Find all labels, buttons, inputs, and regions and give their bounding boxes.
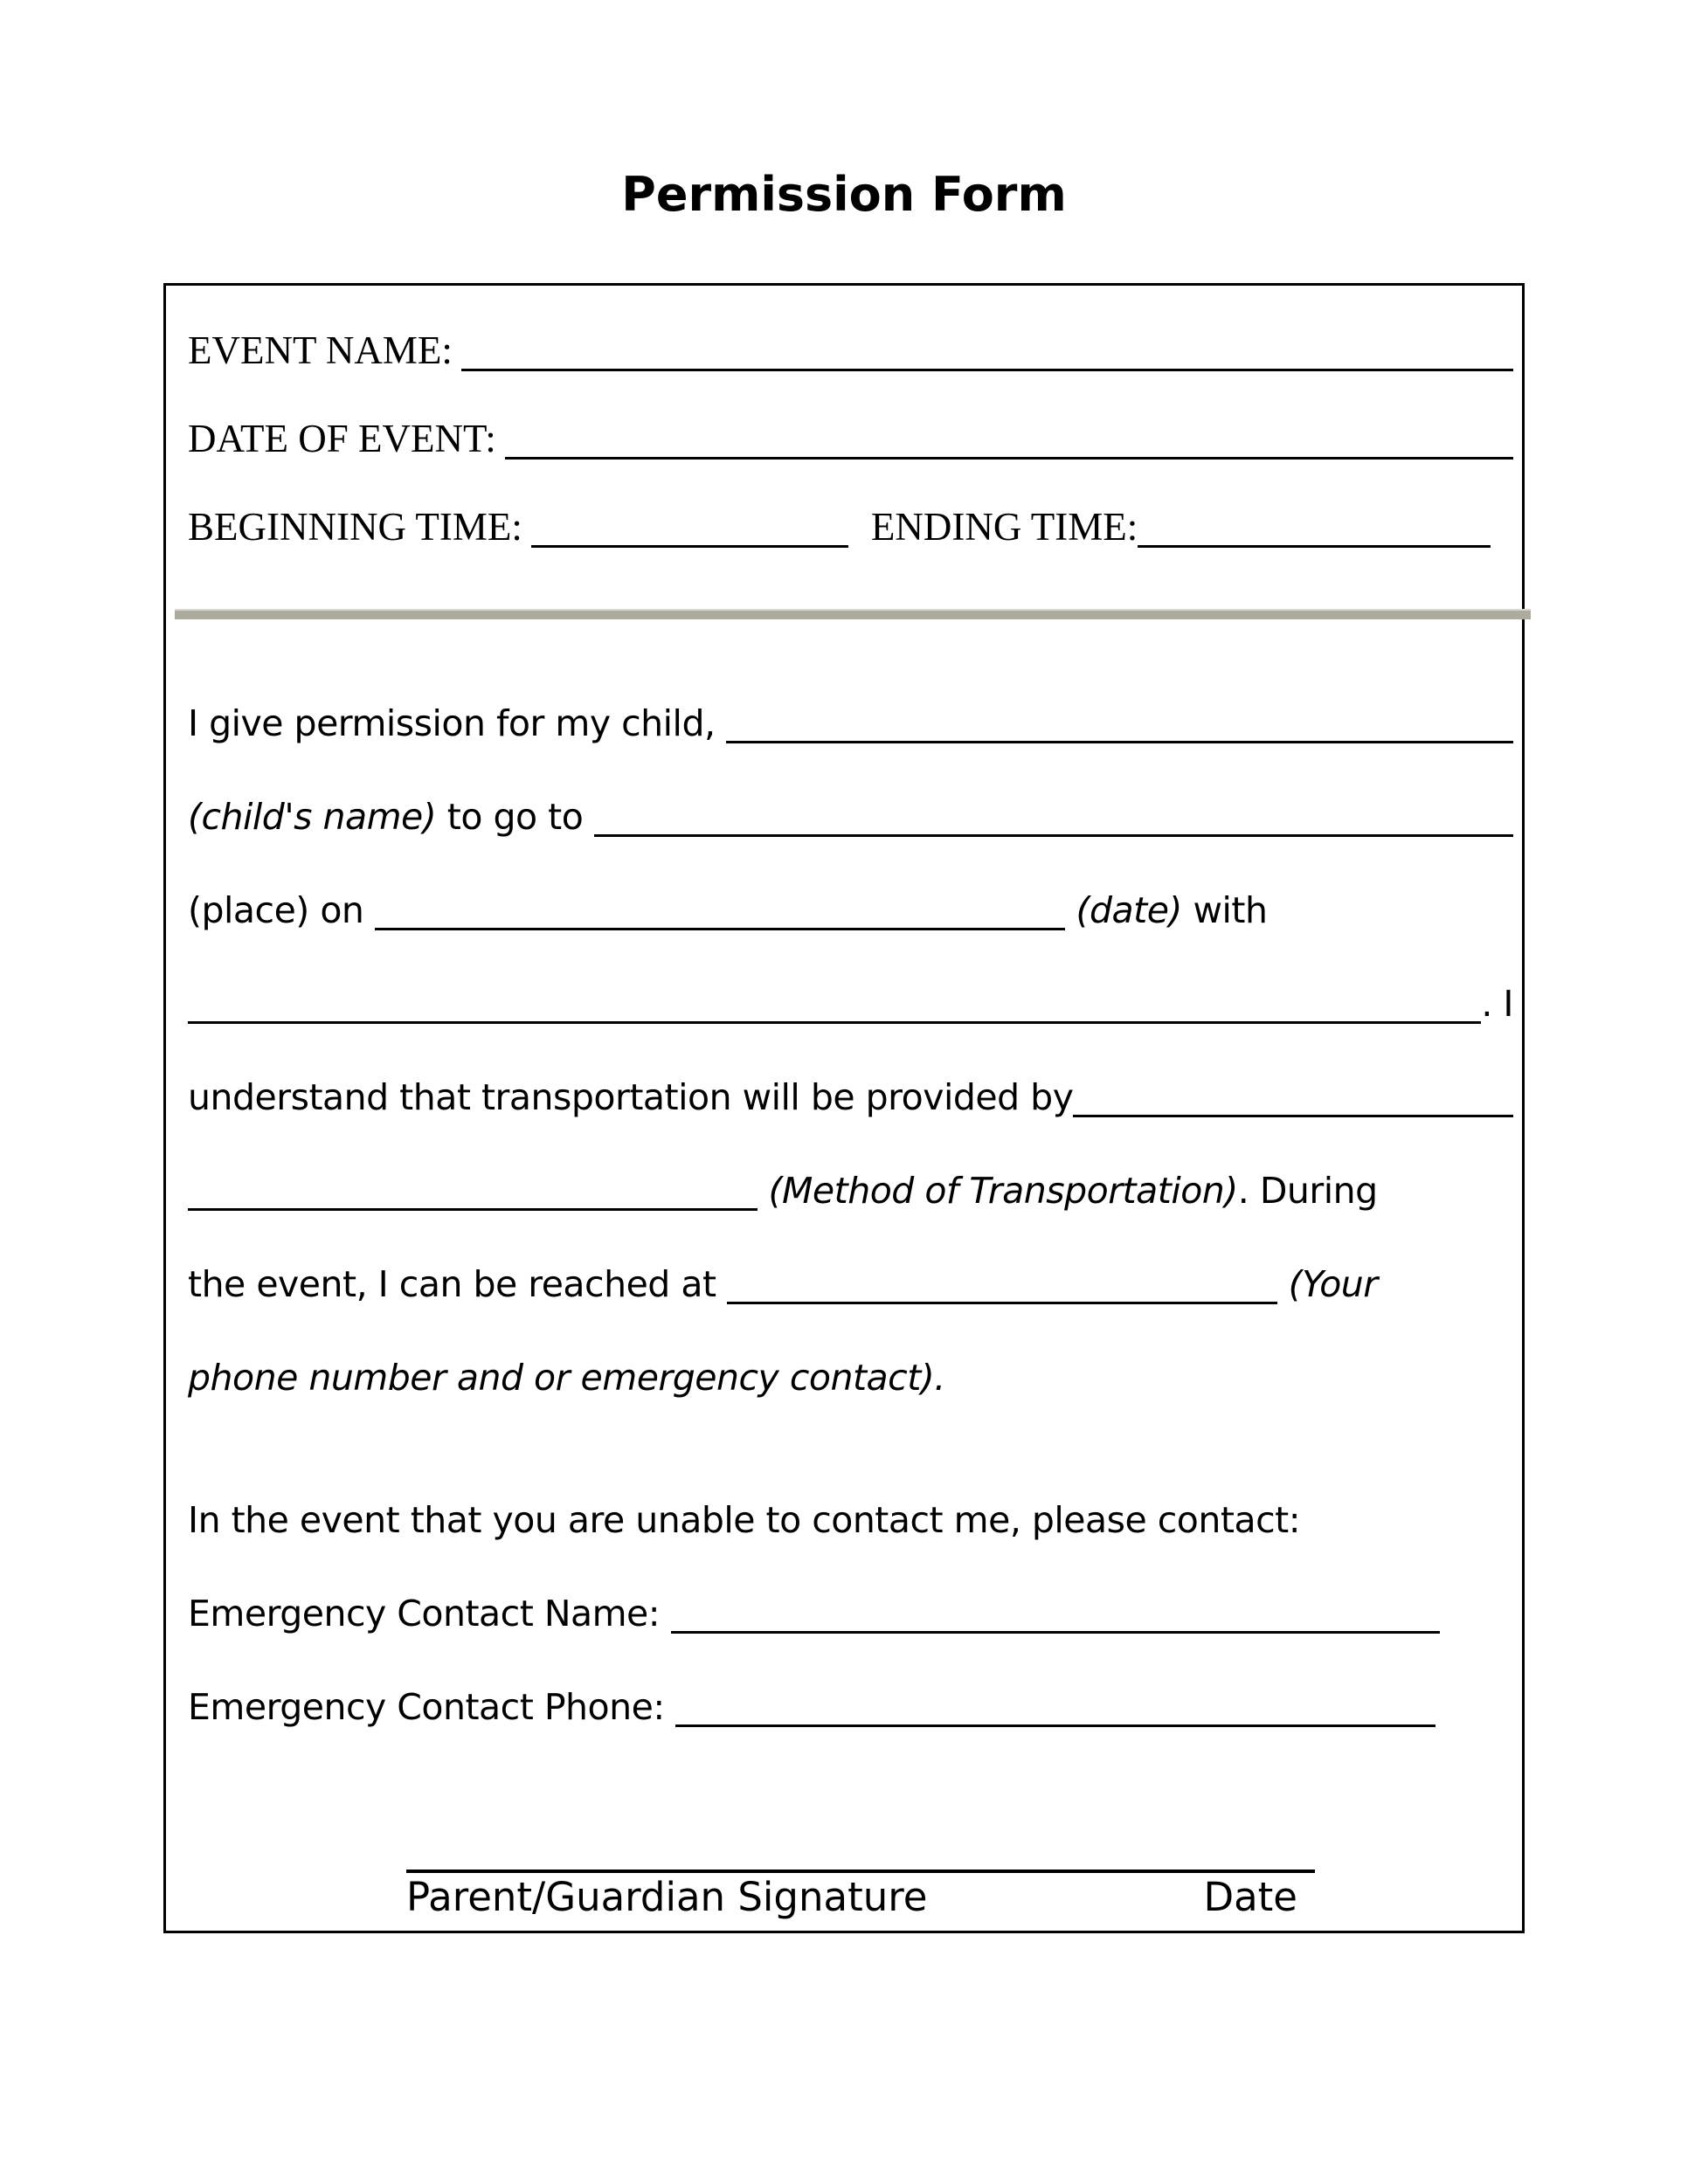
paragraph-line [188, 702, 1513, 796]
statement-text: . During [1237, 1170, 1378, 1212]
date-of-event-blank [505, 457, 1513, 460]
date-label: Date [1203, 1874, 1297, 1920]
fill-in-blank [727, 1302, 1277, 1304]
statement-text: the event, I can be reached at [188, 1263, 728, 1305]
signature-labels-row [406, 1873, 1315, 1922]
statement-text: to go to [436, 796, 594, 838]
fill-in-blank [671, 1631, 1440, 1634]
statement-text [1065, 889, 1076, 931]
statement-text: I give permission for my child, [188, 702, 727, 744]
paragraph-line [188, 796, 1513, 889]
fill-in-blank [375, 928, 1065, 930]
italic-hint-text: phone number and or emergency contact). [188, 1357, 945, 1399]
signature-block [188, 1870, 1513, 1922]
ending-time-label: ENDING TIME: [870, 505, 1138, 549]
italic-hint-text: (Method of Transportation) [768, 1170, 1238, 1212]
statement-text: Emergency Contact Phone: [188, 1686, 676, 1728]
beginning-time-label: BEGINNING TIME: [188, 505, 522, 549]
date-of-event-row [188, 416, 1513, 504]
paragraph-line [188, 1499, 1513, 1593]
statement-text: . I [1481, 983, 1513, 1025]
paragraph-line [188, 983, 1513, 1076]
event-name-blank [461, 369, 1513, 371]
event-name-label: EVENT NAME: [188, 328, 453, 372]
paragraph-line [188, 1076, 1513, 1170]
statement-text: In the event that you are unable to contact me, please contact: [188, 1499, 1301, 1541]
fill-in-blank [188, 1021, 1481, 1024]
emergency-contact-section [188, 1499, 1513, 1780]
paragraph-line [188, 1593, 1513, 1686]
permission-statement [188, 702, 1513, 1450]
paragraph-line [188, 1686, 1513, 1780]
paragraph-line [188, 1170, 1513, 1263]
fill-in-blank [726, 741, 1513, 743]
paragraph-line [188, 889, 1513, 983]
date-of-event-label: DATE OF EVENT: [188, 417, 496, 460]
statement-text [1277, 1263, 1289, 1305]
ending-time-blank [1138, 545, 1491, 548]
parent-guardian-signature-label: Parent/Guardian Signature [406, 1874, 928, 1920]
page-title: Permission Form [621, 167, 1067, 222]
permission-form-box [163, 283, 1525, 1933]
statement-text: understand that transportation will be provided by [188, 1076, 1074, 1118]
fill-in-blank [675, 1724, 1435, 1727]
paragraph-line [188, 1357, 1513, 1450]
statement-text: Emergency Contact Name: [188, 1593, 671, 1635]
fill-in-blank [1073, 1115, 1513, 1117]
italic-hint-text: (Your [1288, 1263, 1378, 1305]
times-row [188, 504, 1513, 592]
statement-text: with [1181, 889, 1268, 931]
italic-hint-text: (child's name) [188, 796, 437, 838]
section-divider [175, 609, 1531, 619]
paragraph-line [188, 1263, 1513, 1357]
fill-in-blank [594, 834, 1513, 837]
beginning-time-blank [531, 545, 848, 548]
italic-hint-text: (date) [1076, 889, 1182, 931]
statement-text: (place) on [188, 889, 375, 931]
fill-in-blank [188, 1208, 758, 1211]
event-name-row [188, 328, 1513, 416]
statement-text [758, 1170, 769, 1212]
